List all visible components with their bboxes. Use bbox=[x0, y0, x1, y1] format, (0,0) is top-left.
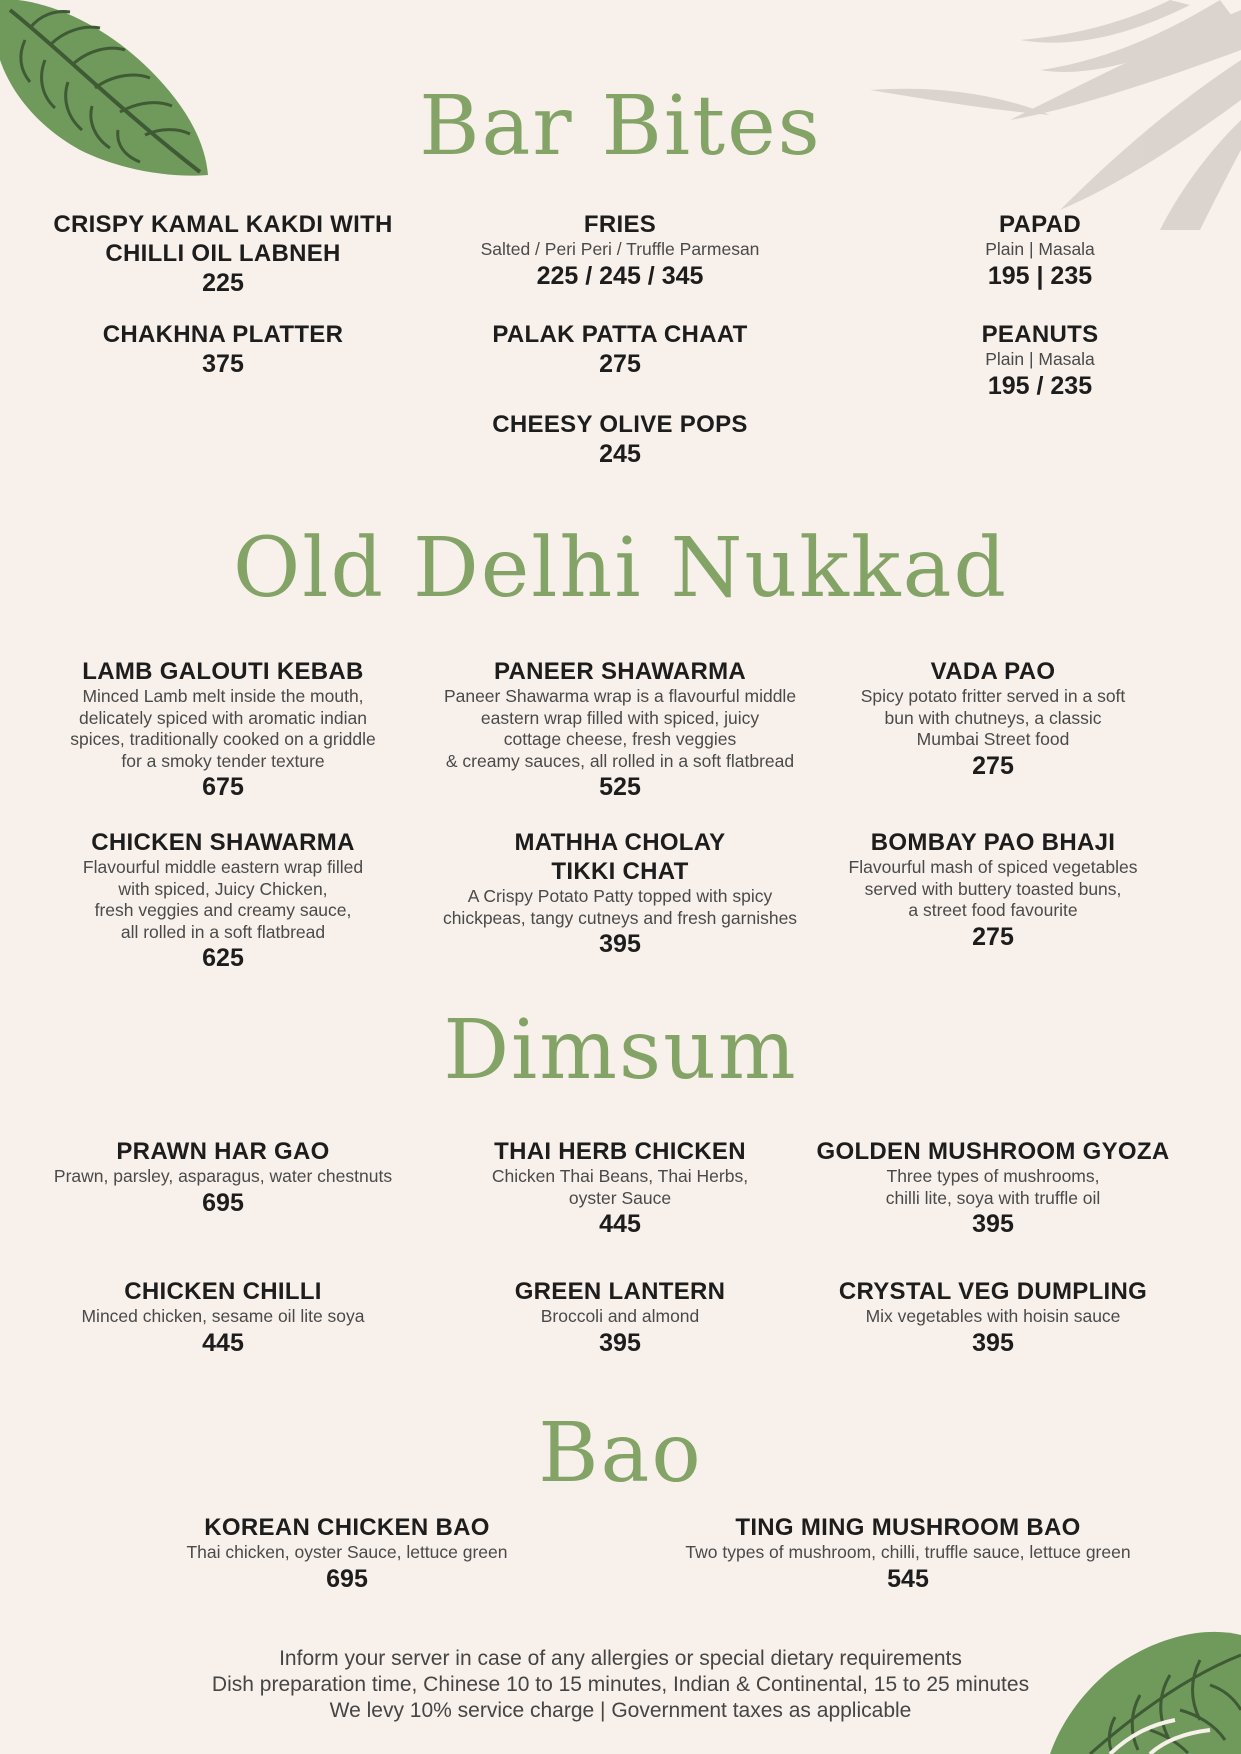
menu-item bbox=[515, 1277, 726, 1358]
menu-item bbox=[481, 210, 760, 291]
item-description: spices, traditionally cooked on a griddle bbox=[70, 729, 376, 749]
item-description: served with buttery toasted buns, bbox=[864, 878, 1122, 899]
item-price: 245 bbox=[599, 440, 641, 468]
item-name: CHICKEN CHILLI bbox=[124, 1278, 322, 1305]
bar-bites-title: Bar Bites bbox=[419, 79, 822, 174]
item-price: 225 bbox=[202, 269, 244, 297]
item-description: Salted / Peri Peri / Truffle Parmesan bbox=[480, 239, 760, 259]
item-price: 445 bbox=[202, 1328, 244, 1357]
footer-line: Inform your server in case of any allergies or special dietary requirements bbox=[279, 1647, 962, 1670]
item-description: Three types of mushrooms, bbox=[886, 1166, 1100, 1186]
menu-item bbox=[81, 1277, 364, 1358]
item-description: Two types of mushroom, chilli, truffle sauce, lettuce green bbox=[685, 1542, 1131, 1562]
item-description: oyster Sauce bbox=[568, 1187, 672, 1208]
item-name: TIKKI CHAT bbox=[551, 858, 689, 885]
item-description: delicately spiced with aromatic indian bbox=[79, 707, 367, 728]
menu-item bbox=[83, 828, 363, 973]
footer-line: We levy 10% service charge | Government taxes as applicable bbox=[329, 1699, 912, 1722]
footer-notes bbox=[0, 1646, 1241, 1724]
item-price: 275 bbox=[972, 922, 1014, 951]
item-name: CHICKEN SHAWARMA bbox=[91, 829, 355, 856]
menu-item bbox=[985, 210, 1095, 291]
item-description: eastern wrap filled with spiced, juicy bbox=[480, 707, 760, 728]
item-name: PAPAD bbox=[999, 211, 1081, 238]
item-name: PANEER SHAWARMA bbox=[493, 658, 747, 685]
item-name: PEANUTS bbox=[981, 321, 1099, 348]
item-name: PRAWN HAR GAO bbox=[116, 1138, 330, 1165]
item-name: VADA PAO bbox=[930, 658, 1056, 685]
menu-item bbox=[54, 1137, 392, 1218]
item-description: Mix vegetables with hoisin sauce bbox=[865, 1306, 1121, 1326]
item-price: 375 bbox=[202, 350, 244, 378]
item-name: PALAK PATTA CHAAT bbox=[492, 321, 748, 348]
item-description: with spiced, Juicy Chicken, bbox=[118, 878, 328, 899]
item-description: for a smoky tender texture bbox=[121, 750, 325, 771]
item-description: A Crispy Potato Patty topped with spicy bbox=[467, 886, 773, 906]
bao-title: Bao bbox=[538, 1406, 703, 1501]
item-name: FRIES bbox=[583, 211, 657, 238]
old-delhi-title: Old Delhi Nukkad bbox=[233, 521, 1008, 616]
item-description: Minced Lamb melt inside the mouth, bbox=[82, 686, 364, 706]
item-price: 445 bbox=[599, 1210, 641, 1238]
menu-item bbox=[861, 657, 1126, 781]
item-name: CHEESY OLIVE POPS bbox=[492, 411, 748, 438]
item-name: CHAKHNA PLATTER bbox=[102, 321, 344, 348]
item-description: Paneer Shawarma wrap is a flavourful middle bbox=[443, 686, 797, 706]
menu-item bbox=[982, 320, 1099, 401]
item-name: TING MING MUSHROOM BAO bbox=[735, 1514, 1081, 1541]
item-price: 525 bbox=[599, 773, 641, 801]
item-name: CRISPY KAMAL KAKDI WITH bbox=[53, 211, 393, 238]
item-description: Mumbai Street food bbox=[916, 729, 1070, 749]
menu-item bbox=[492, 410, 747, 469]
item-description: Minced chicken, sesame oil lite soya bbox=[81, 1306, 365, 1326]
item-description: a street food favourite bbox=[908, 900, 1078, 920]
item-price: 395 bbox=[972, 1210, 1014, 1238]
menu-item bbox=[685, 1513, 1130, 1594]
item-description: Prawn, parsley, asparagus, water chestnuts bbox=[53, 1166, 393, 1186]
item-price: 395 bbox=[599, 1328, 641, 1357]
item-description: Chicken Thai Beans, Thai Herbs, bbox=[491, 1166, 749, 1186]
item-price: 395 bbox=[972, 1328, 1014, 1357]
item-description: & creamy sauces, all rolled in a soft flatbread bbox=[445, 750, 795, 771]
menu-item bbox=[839, 1277, 1147, 1358]
item-price: 625 bbox=[202, 944, 244, 972]
menu-item bbox=[492, 1137, 748, 1239]
item-description: chilli lite, soya with truffle oil bbox=[885, 1187, 1101, 1208]
item-price: 195 | 235 bbox=[987, 261, 1093, 290]
item-name: BOMBAY PAO BHAJI bbox=[870, 829, 1116, 856]
menu-item bbox=[53, 210, 392, 298]
menu-item bbox=[70, 657, 375, 802]
item-price: 195 / 235 bbox=[987, 371, 1093, 400]
item-price: 695 bbox=[202, 1188, 244, 1217]
menu-item bbox=[186, 1513, 507, 1594]
item-description: Plain | Masala bbox=[985, 349, 1095, 369]
item-name: LAMB GALOUTI KEBAB bbox=[82, 658, 364, 685]
dimsum-title: Dimsum bbox=[443, 1003, 798, 1098]
item-description: fresh veggies and creamy sauce, bbox=[94, 900, 352, 920]
menu-item bbox=[492, 320, 747, 379]
item-description: Plain | Masala bbox=[985, 239, 1095, 259]
item-description: Flavourful middle eastern wrap filled bbox=[82, 857, 364, 877]
item-description: cottage cheese, fresh veggies bbox=[503, 729, 737, 749]
item-name: CHILLI OIL LABNEH bbox=[105, 240, 341, 267]
menu-item bbox=[443, 828, 797, 959]
item-price: 275 bbox=[599, 350, 641, 378]
item-description: Flavourful mash of spiced vegetables bbox=[848, 857, 1138, 877]
menu-item bbox=[817, 1137, 1170, 1239]
menu-item bbox=[103, 320, 343, 379]
item-name: GOLDEN MUSHROOM GYOZA bbox=[816, 1138, 1170, 1165]
item-description: Broccoli and almond bbox=[540, 1306, 700, 1326]
item-description: chickpeas, tangy cutneys and fresh garnishes bbox=[442, 907, 798, 928]
item-description: all rolled in a soft flatbread bbox=[120, 921, 326, 942]
item-price: 395 bbox=[599, 930, 641, 958]
item-name: GREEN LANTERN bbox=[514, 1278, 726, 1305]
footer-line: Dish preparation time, Chinese 10 to 15 minutes, Indian & Continental, 15 to 25 minutes bbox=[211, 1673, 1030, 1696]
item-price: 695 bbox=[326, 1564, 368, 1593]
item-name: THAI HERB CHICKEN bbox=[494, 1138, 746, 1165]
menu-item bbox=[849, 828, 1138, 952]
item-description: Spicy potato fritter served in a soft bbox=[860, 686, 1126, 706]
item-description: bun with chutneys, a classic bbox=[884, 707, 1102, 728]
item-price: 545 bbox=[887, 1564, 929, 1593]
item-price: 275 bbox=[972, 751, 1014, 780]
item-name: MATHHA CHOLAY bbox=[514, 829, 726, 856]
item-price: 675 bbox=[202, 773, 244, 801]
item-name: KOREAN CHICKEN BAO bbox=[204, 1514, 490, 1541]
item-name: CRYSTAL VEG DUMPLING bbox=[838, 1278, 1148, 1305]
menu-item bbox=[444, 657, 796, 802]
item-description: Thai chicken, oyster Sauce, lettuce green bbox=[186, 1542, 508, 1562]
item-price: 225 / 245 / 345 bbox=[536, 261, 704, 290]
